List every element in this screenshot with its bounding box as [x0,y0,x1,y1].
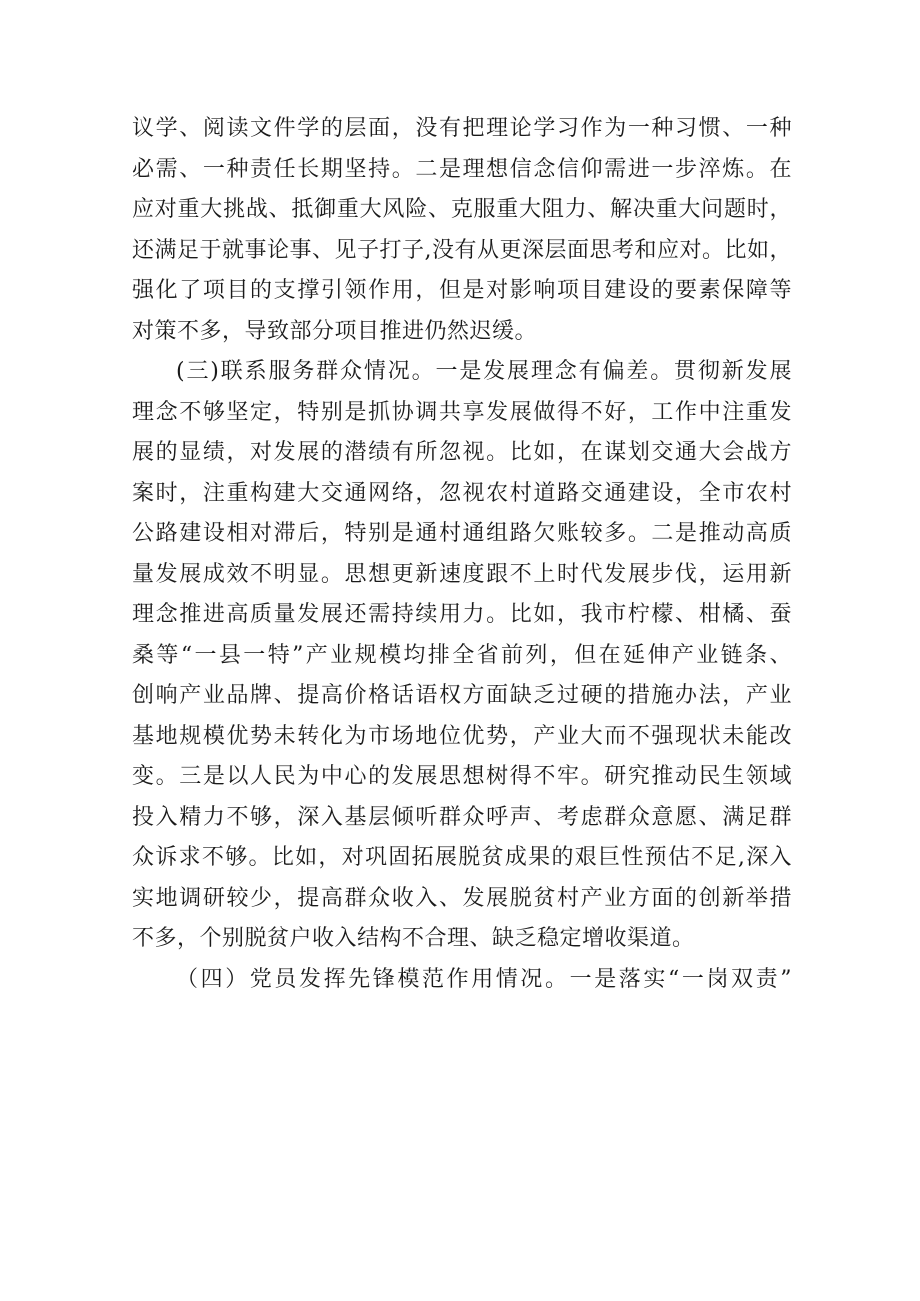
text-line: 对策不多，导致部分项目推进仍然迟缓。 [132,318,538,344]
text-line: 创响产业品牌、提高价格话语权方面缺乏过硬的措施办法，产业 [132,683,792,708]
text-line: 强化了项目的支撑引领作用，但是对影响项目建设的要素保障等 [132,278,792,303]
paragraph-continuation [132,109,792,352]
section-heading-line: (三)联系服务群众情况。一是发展理念有偏差。贯彻新发展 [176,359,792,384]
section-heading-line: （四）党员发挥先锋模范作用情况。一是落实“一岗双责” [176,966,792,992]
text-line: 公路建设相对滞后，特别是通村通组路欠账较多。二是推动高质 [132,521,792,546]
text-line: 必需、一种责任长期坚持。二是理想信念信仰需进一步淬炼。在 [132,156,792,182]
document-body [132,109,792,1000]
text-line: 实地调研较少，提高群众收入、发展脱贫村产业方面的创新举措 [132,885,792,911]
text-line: 应对重大挑战、抵御重大风险、克服重大阻力、解决重大问题时， [132,197,792,222]
paragraph-section-3 [132,352,792,960]
text-line: 理念不够坚定，特别是抓协调共享发展做得不好，工作中注重发 [132,399,792,425]
text-line: 桑等“一县一特”产业规模均排全省前列，但在延伸产业链条、 [132,642,792,668]
text-line: 案时，注重构建大交通网络，忽视农村道路交通建设，全市农村 [132,480,792,506]
text-line: 不多，个别脱贫户收入结构不合理、缺乏稳定增收渠道。 [132,926,695,951]
text-line: 理念推进高质量发展还需持续用力。比如，我市柠檬、柑橘、蚕 [132,602,792,627]
text-line: 展的显绩，对发展的潜绩有所忽视。比如，在谋划交通大会战方 [132,440,792,465]
text-line: 还满足于就事论事、见子打子,没有从更深层面思考和应对。比如， [132,237,792,263]
text-line: 众诉求不够。比如，对巩固拓展脱贫成果的艰巨性预估不足,深入 [132,845,792,870]
text-line: 投入精力不够，深入基层倾听群众呼声、考虑群众意愿、满足群 [132,804,792,830]
text-line: 变。三是以人民为中心的发展思想树得不牢。研究推动民生领域 [132,764,792,789]
text-line: 量发展成效不明显。思想更新速度跟不上时代发展步伐，运用新 [132,561,792,587]
text-line: 议学、阅读文件学的层面，没有把理论学习作为一种习惯、一种 [132,116,792,141]
paragraph-section-4 [132,960,792,1001]
text-line: 基地规模优势未转化为市场地位优势，产业大而不强现状未能改 [132,723,792,749]
